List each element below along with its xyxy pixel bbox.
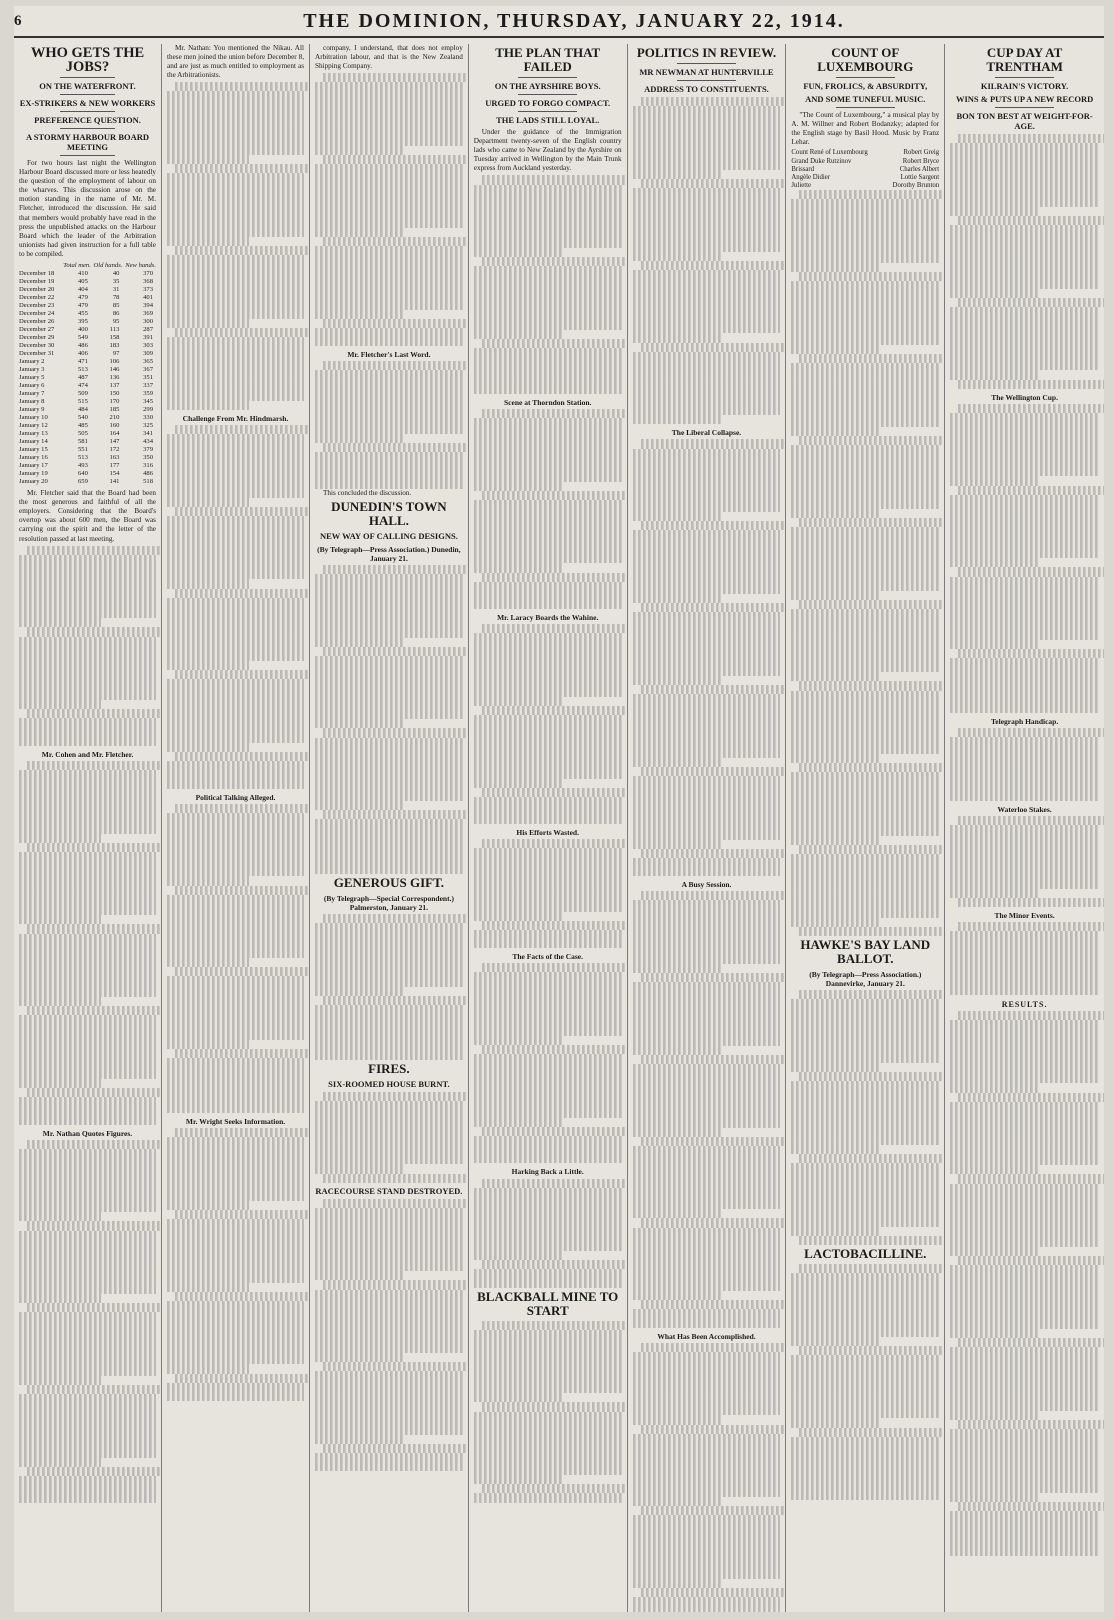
body-text-block <box>633 97 781 424</box>
article-deck: SIX-ROOMED HOUSE BURNT. <box>328 1078 450 1089</box>
table-row <box>19 294 156 302</box>
table-header: Old hands. <box>93 262 123 270</box>
body-text-block <box>19 1140 156 1504</box>
table-cell: 474 <box>77 382 88 390</box>
column-7 <box>945 44 1104 1612</box>
table-cell: 391 <box>143 334 153 342</box>
table-cell: January 2 <box>19 358 45 366</box>
table-cell: 303 <box>143 342 153 350</box>
body-text-block <box>950 728 1099 801</box>
table-cell: 170 <box>109 398 120 406</box>
table-cell: 379 <box>143 446 153 454</box>
body-text-block <box>19 546 156 746</box>
table-cell: 85 <box>112 302 120 310</box>
table-cell: 309 <box>143 350 153 358</box>
table-cell: 150 <box>109 390 120 398</box>
body-text-block <box>167 425 304 789</box>
article-paragraph: This concluded the discussion. <box>323 488 412 497</box>
table-header: Total men. <box>63 262 91 270</box>
table-cell: 394 <box>143 302 153 310</box>
dateline: (By Telegraph—Press Association.) Dunedin, January 21. <box>317 544 461 563</box>
cast-actor: Lottie Sargent <box>900 173 940 181</box>
article-lead: Under the guidance of the Immigration Department twenty-seven of the English country lads who came to New Zealand by the Ayrshire on Tuesday arrived in Wellington by the Main Trunk express from Auckland yesterday. <box>473 128 622 173</box>
employment-table <box>19 262 156 486</box>
table-cell: 581 <box>77 438 88 446</box>
section-subhead: Challenge From Mr. Hindmarsh. <box>182 413 289 423</box>
table-row <box>19 318 156 326</box>
table-cell: January 9 <box>19 406 45 414</box>
article-deck: THE LADS STILL LOYAL. <box>496 115 600 125</box>
body-text-block <box>950 404 1099 713</box>
article-deck: AND SOME TUNEFUL MUSIC. <box>805 94 926 104</box>
table-cell: January 13 <box>19 430 48 438</box>
cast-row <box>791 158 939 166</box>
body-text-block <box>315 914 463 1060</box>
table-cell: December 26 <box>19 318 55 326</box>
table-cell: 373 <box>143 286 153 294</box>
table-cell: December 27 <box>19 326 55 334</box>
table-cell: 113 <box>109 326 120 334</box>
body-text-block <box>474 963 622 1163</box>
article-paragraph: company, I understand, that does not employ Arbitration labour, and that is the New Zealand Shipping Company. <box>315 44 463 71</box>
table-cell: 434 <box>143 438 153 446</box>
table-cell: 158 <box>109 334 120 342</box>
column-3 <box>310 44 469 1612</box>
article-deck: BON TON BEST AT WEIGHT-FOR-AGE. <box>956 111 1093 131</box>
table-cell: January 3 <box>19 366 45 374</box>
table-row <box>19 270 156 278</box>
column-4 <box>469 44 628 1612</box>
article-headline: GENEROUS GIFT. <box>333 874 445 890</box>
table-cell: December 22 <box>19 294 55 302</box>
table-cell: January 19 <box>19 470 48 478</box>
table-cell: January 7 <box>19 390 45 398</box>
table-cell: 341 <box>143 430 153 438</box>
table-row <box>19 310 156 318</box>
article-paragraph: Mr. Fletcher said that the Board had been the most generous and faithful of all the employers. Considering that the Board's overtop was about 600 men, the Board was carrying out the spirit and the letter of the resolution passed at last meeting. <box>19 489 156 543</box>
body-text-block <box>167 1128 304 1401</box>
cast-actor: Robert Greig <box>903 149 940 157</box>
column-1 <box>14 44 162 1612</box>
section-subhead: Mr. Cohen and Mr. Fletcher. <box>41 749 134 759</box>
article-headline: BLACKBALL MINE TO START <box>477 1288 619 1318</box>
newspaper-title: THE DOMINION, THURSDAY, JANUARY 22, 1914. <box>303 9 845 32</box>
body-text-block <box>950 816 1099 907</box>
table-cell: 369 <box>143 310 153 318</box>
page-number: 6 <box>14 12 22 29</box>
table-row <box>19 470 156 478</box>
table-cell: 137 <box>109 382 120 390</box>
body-text-block <box>474 839 622 948</box>
table-cell: 330 <box>143 414 153 422</box>
table-cell: 97 <box>112 350 120 358</box>
results-title: RESULTS. <box>1001 999 1048 1009</box>
table-cell: 513 <box>77 366 88 374</box>
table-cell: 185 <box>109 406 120 414</box>
table-cell: 299 <box>143 406 153 414</box>
table-cell: 518 <box>143 478 153 486</box>
table-cell: 287 <box>143 326 153 334</box>
table-cell: 172 <box>109 446 120 454</box>
body-text-block <box>474 624 622 824</box>
table-cell: 471 <box>77 358 88 366</box>
newspaper-page <box>14 6 1104 1612</box>
table-cell: 163 <box>109 454 120 462</box>
masthead <box>14 6 1104 38</box>
body-text-block <box>19 761 156 1125</box>
body-text-block <box>315 361 463 488</box>
cast-row <box>791 149 939 157</box>
body-text-block <box>167 82 304 409</box>
table-cell: 106 <box>109 358 120 366</box>
body-text-block <box>633 1343 781 1612</box>
section-subhead: His Efforts Wasted. <box>516 828 579 838</box>
article-deck: A STORMY HARBOUR BOARD MEETING <box>25 132 150 152</box>
body-text-block <box>633 439 781 876</box>
table-row <box>19 374 156 382</box>
table-cell: 406 <box>77 350 88 358</box>
section-subhead: What Has Been Accomplished. <box>657 1331 756 1341</box>
dateline: (By Telegraph—Special Correspondent.) Palmerston, January 21. <box>323 893 454 913</box>
section-subhead: Mr. Fletcher's Last Word. <box>347 350 431 360</box>
article-deck: NEW WAY OF CALLING DESIGNS. <box>319 530 458 541</box>
table-cell: 147 <box>109 438 120 446</box>
table-cell: 86 <box>112 310 120 318</box>
article-headline: HAWKE'S BAY LAND BALLOT. <box>800 937 931 967</box>
table-cell: 479 <box>77 294 88 302</box>
body-text-block <box>315 565 463 874</box>
article-headline: LACTOBACILLINE. <box>804 1245 927 1261</box>
article-headline: WHO GETS THE JOBS? <box>30 45 145 75</box>
table-cell: 493 <box>77 462 88 470</box>
section-subhead: Mr. Wright Seeks Information. <box>185 1116 286 1126</box>
section-subhead: Scene at Thorndon Station. <box>504 397 592 407</box>
table-cell: 401 <box>143 294 153 302</box>
table-cell: 509 <box>77 390 88 398</box>
table-cell: 337 <box>143 382 153 390</box>
article-deck: EX-STRIKERS & NEW WORKERS <box>19 98 156 108</box>
column-2 <box>162 44 310 1612</box>
section-subhead: Waterloo Stakes. <box>997 804 1052 814</box>
column-6 <box>786 44 945 1612</box>
table-row <box>19 422 156 430</box>
table-cell: December 23 <box>19 302 55 310</box>
table-row <box>19 454 156 462</box>
article-headline: FIRES. <box>368 1060 410 1076</box>
table-cell: 350 <box>143 454 153 462</box>
cast-actor: Dorothy Brunton <box>892 182 940 190</box>
table-cell: 95 <box>112 318 120 326</box>
article-deck: MR NEWMAN AT HUNTERVILLE <box>639 67 774 77</box>
table-cell: 484 <box>77 406 88 414</box>
cast-role: Angèle Didier <box>791 173 831 181</box>
table-cell: 485 <box>77 422 88 430</box>
table-cell: January 20 <box>19 478 48 486</box>
table-row <box>19 382 156 390</box>
table-cell: 183 <box>109 342 120 350</box>
cast-list <box>791 149 939 190</box>
cast-row <box>791 182 939 190</box>
table-cell: 368 <box>143 278 153 286</box>
section-subhead: The Facts of the Case. <box>512 952 583 962</box>
body-text-block <box>791 990 939 1245</box>
table-cell: December 29 <box>19 334 55 342</box>
body-text-block <box>474 175 622 393</box>
table-cell: 513 <box>77 454 88 462</box>
table-cell: 486 <box>143 470 153 478</box>
table-cell: 325 <box>143 422 153 430</box>
columns <box>14 44 1104 1612</box>
article-deck: ON THE WATERFRONT. <box>39 81 136 91</box>
table-cell: December 31 <box>19 350 55 358</box>
cast-actor: Charles Albert <box>899 165 940 173</box>
table-cell: 35 <box>112 278 120 286</box>
table-cell: 487 <box>77 374 88 382</box>
table-cell: 405 <box>77 278 88 286</box>
table-row <box>19 286 156 294</box>
cast-row <box>791 166 939 174</box>
table-header <box>19 262 61 270</box>
body-text-block <box>167 804 304 1113</box>
article-lead: "The Count of Luxembourg," a musical play by A. M. Willner and Robert Bodanzky; adapted for the English stage by Basil Hood. Music by Franz Lehar. <box>791 111 940 147</box>
table-cell: December 18 <box>19 270 55 278</box>
table-row <box>19 462 156 470</box>
article-lead: For two hours last night the Wellington Harbour Board discussed more or less heatedly the question of the employment of labour on the wharves. This discussion arose on the motion standing in the name of Mr. M. Fletcher, introduced the discussion. He said that members would probably have read in the press the unpublished attacks on the Harbour Board which the leader of the Arbitration unionists had given instruction for a full table to be compiled. <box>19 159 156 258</box>
table-cell: 177 <box>109 462 120 470</box>
body-text-block <box>474 1179 622 1288</box>
table-cell: 395 <box>77 318 88 326</box>
table-cell: December 19 <box>19 278 55 286</box>
body-text-block <box>950 1011 1099 1557</box>
cast-role: Juliette <box>791 182 812 190</box>
article-headline: THE PLAN THAT FAILED <box>495 45 601 74</box>
article-deck: KILRAIN'S VICTORY. <box>980 81 1069 91</box>
cast-role: Count René of Luxembourg <box>791 149 868 157</box>
body-text-block <box>474 1321 622 1503</box>
cast-role: Grand Duke Rutzinov <box>791 157 852 165</box>
section-subhead: Political Talking Alleged. <box>195 792 276 802</box>
table-cell: 40 <box>112 270 120 278</box>
table-cell: 78 <box>112 294 120 302</box>
section-subhead: The Minor Events. <box>994 910 1055 920</box>
section-subhead: Mr. Nathan Quotes Figures. <box>42 1128 133 1138</box>
table-cell: 154 <box>109 470 120 478</box>
table-cell: 455 <box>77 310 88 318</box>
table-row <box>19 278 156 286</box>
table-row <box>19 350 156 358</box>
table-row <box>19 478 156 486</box>
cast-actor: Robert Bryce <box>902 157 940 165</box>
table-row <box>19 446 156 454</box>
table-row <box>19 406 156 414</box>
table-cell: January 8 <box>19 398 45 406</box>
table-row <box>19 390 156 398</box>
article-headline: CUP DAY AT TRENTHAM <box>986 45 1063 74</box>
table-cell: January 10 <box>19 414 48 422</box>
table-cell: January 12 <box>19 422 48 430</box>
body-text-block <box>950 134 1099 389</box>
section-subhead: Telegraph Handicap. <box>990 716 1059 726</box>
section-subhead: The Wellington Cup. <box>991 392 1058 402</box>
table-cell: 160 <box>109 422 120 430</box>
table-cell: 141 <box>109 478 120 486</box>
section-subhead: A Busy Session. <box>681 879 732 889</box>
table-row <box>19 358 156 366</box>
body-text-block <box>315 1092 463 1183</box>
table-row <box>19 326 156 334</box>
table-cell: 549 <box>77 334 88 342</box>
table-cell: 515 <box>77 398 88 406</box>
dateline: (By Telegraph—Press Association.) Dannevirke, January 21. <box>809 970 922 989</box>
article-headline: COUNT OF LUXEMBOURG <box>817 45 914 74</box>
body-text-block <box>315 1199 463 1472</box>
article-headline: DUNEDIN'S TOWN HALL. <box>331 498 447 528</box>
table-cell: January 14 <box>19 438 48 446</box>
table-cell: 404 <box>77 286 88 294</box>
table-cell: 359 <box>143 390 153 398</box>
cast-role: Brissard <box>791 165 815 173</box>
section-subhead: Harking Back a Little. <box>511 1167 584 1177</box>
table-cell: January 17 <box>19 462 48 470</box>
body-text-block <box>791 190 939 936</box>
article-deck: PREFERENCE QUESTION. <box>34 115 141 125</box>
table-cell: 400 <box>77 326 88 334</box>
body-text-block <box>633 891 781 1328</box>
table-row <box>19 366 156 374</box>
table-row <box>19 342 156 350</box>
table-cell: 367 <box>143 366 153 374</box>
section-subhead: The Liberal Collapse. <box>671 428 742 438</box>
table-cell: 146 <box>109 366 120 374</box>
article-headline: POLITICS IN REVIEW. <box>636 45 777 60</box>
table-cell: January 5 <box>19 374 45 382</box>
table-cell: 316 <box>143 462 153 470</box>
table-cell: 31 <box>112 286 120 294</box>
table-row <box>19 334 156 342</box>
table-cell: 540 <box>77 414 88 422</box>
table-cell: January 16 <box>19 454 48 462</box>
table-header: New hands. <box>125 262 156 270</box>
table-cell: January 15 <box>19 446 48 454</box>
article-deck: ADDRESS TO CONSTITUENTS. <box>644 84 769 94</box>
article-paragraph: Mr. Nathan: You mentioned the Nikau. All these men joined the union before December 8, and are just as much entitled to employment as the Arbitrationists. <box>167 44 304 80</box>
column-5 <box>628 44 787 1612</box>
table-cell: 640 <box>77 470 88 478</box>
table-cell: 164 <box>109 430 120 438</box>
table-row <box>19 438 156 446</box>
table-cell: 300 <box>143 318 153 326</box>
table-row <box>19 430 156 438</box>
table-row <box>19 414 156 422</box>
body-text-block <box>950 922 1099 995</box>
body-text-block <box>791 1264 939 1500</box>
article-deck: ON THE AYRSHIRE BOYS. <box>494 81 601 91</box>
article-deck: FUN, FROLICS, & ABSURDITY, <box>803 81 928 91</box>
table-cell: 351 <box>143 374 153 382</box>
section-subhead: Mr. Laracy Boards the Wahine. <box>497 612 599 622</box>
table-cell: 365 <box>143 358 153 366</box>
table-cell: 136 <box>109 374 120 382</box>
article-deck: RACECOURSE STAND DESTROYED. <box>315 1185 463 1196</box>
article-deck: WINS & PUTS UP A NEW RECORD <box>955 94 1094 104</box>
table-cell: January 6 <box>19 382 45 390</box>
table-cell: 551 <box>77 446 88 454</box>
table-cell: 659 <box>77 478 88 486</box>
table-cell: 505 <box>77 430 88 438</box>
table-cell: 210 <box>109 414 120 422</box>
table-cell: December 20 <box>19 286 55 294</box>
table-cell: 486 <box>77 342 88 350</box>
article-deck: URGED TO FORGO COMPACT. <box>485 98 611 108</box>
table-row <box>19 302 156 310</box>
table-cell: 345 <box>143 398 153 406</box>
table-cell: 479 <box>77 302 88 310</box>
body-text-block <box>315 73 463 346</box>
table-cell: December 24 <box>19 310 55 318</box>
table-row <box>19 398 156 406</box>
body-text-block <box>474 409 622 609</box>
cast-row <box>791 174 939 182</box>
table-cell: 370 <box>143 270 153 278</box>
table-cell: 410 <box>77 270 88 278</box>
table-cell: December 30 <box>19 342 55 350</box>
